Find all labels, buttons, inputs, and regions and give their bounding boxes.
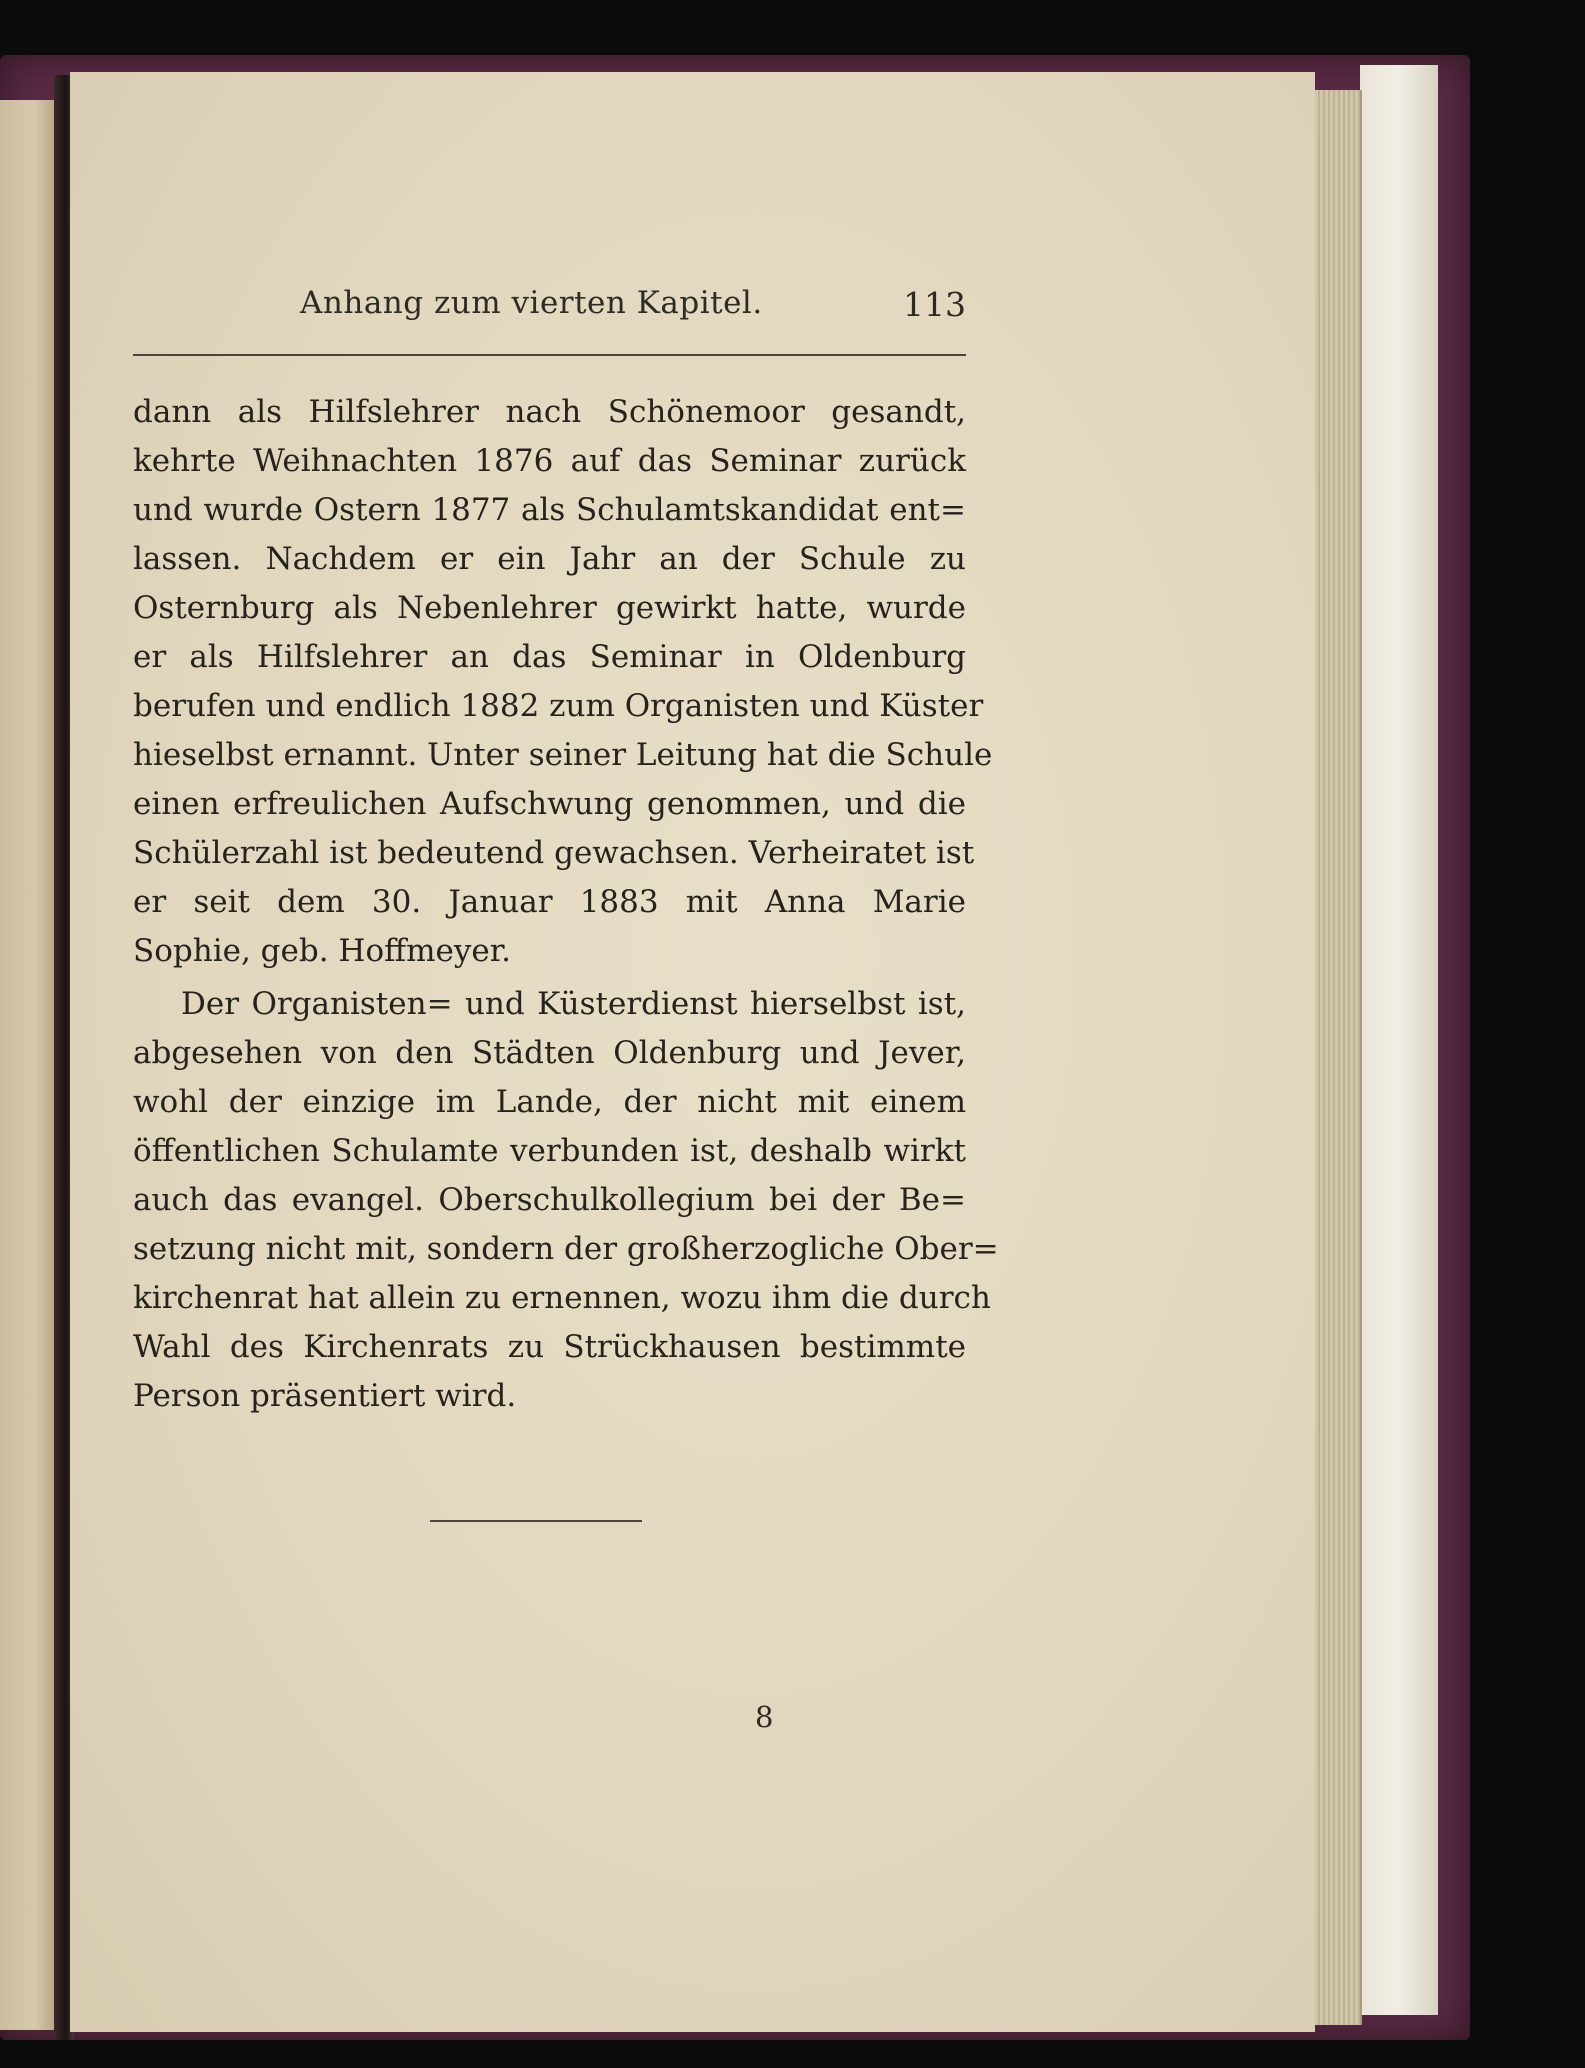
left-page-edge xyxy=(0,100,58,2030)
text-line: Wahl des Kirchenrats zu Strückhausen bestimmte xyxy=(133,1329,966,1365)
text-line: kehrte Weihnachten 1876 auf das Seminar zurück xyxy=(133,443,966,479)
text-line: wohl der einzige im Lande, der nicht mit einem xyxy=(133,1084,966,1120)
body-text xyxy=(133,388,999,1421)
text-line: dann als Hilfslehrer nach Schönemoor gesandt, xyxy=(133,394,966,430)
text-line: Person präsentiert wird. xyxy=(133,1378,517,1414)
text-line: abgesehen von den Städten Oldenburg und Jever, xyxy=(133,1035,966,1071)
text-line: Sophie, geb. Hoffmeyer. xyxy=(133,933,512,969)
text-line: er seit dem 30. Januar 1883 mit Anna Marie xyxy=(133,884,966,920)
text-line: auch das evangel. Oberschulkollegium bei der Be= xyxy=(133,1182,966,1218)
text-line: Schülerzahl ist bedeutend gewachsen. Verheiratet ist xyxy=(133,835,975,871)
text-line: er als Hilfslehrer an das Seminar in Oldenburg xyxy=(133,639,966,675)
text-line: öffentlichen Schulamte verbunden ist, deshalb wirkt xyxy=(133,1133,966,1169)
background-paper xyxy=(1360,65,1438,2015)
header-rule xyxy=(133,354,966,356)
text-line: kirchenrat hat allein zu ernennen, wozu ihm die durch xyxy=(133,1280,991,1316)
text-line: berufen und endlich 1882 zum Organisten und Küster xyxy=(133,688,984,724)
text-line: setzung nicht mit, sondern der großherzogliche Ober= xyxy=(133,1231,999,1267)
text-line: und wurde Ostern 1877 als Schulamtskandidat ent= xyxy=(133,492,966,528)
page-number: 113 xyxy=(903,285,966,324)
text-line: lassen. Nachdem er ein Jahr an der Schule zu xyxy=(133,541,966,577)
text-line: Der Organisten= und Küsterdienst hierselbst ist, xyxy=(181,986,966,1022)
text-line: einen erfreulichen Aufschwung genommen, und die xyxy=(133,786,966,822)
section-end-rule xyxy=(430,1520,642,1522)
page-header xyxy=(300,285,966,345)
signature-mark: 8 xyxy=(755,1700,774,1734)
paragraph xyxy=(133,388,993,976)
text-line: Osternburg als Nebenlehrer gewirkt hatte, wurde xyxy=(133,590,966,626)
running-title: Anhang zum vierten Kapitel. xyxy=(300,285,763,321)
paragraph xyxy=(133,980,999,1421)
text-line: hieselbst ernannt. Unter seiner Leitung hat die Schule xyxy=(133,737,993,773)
